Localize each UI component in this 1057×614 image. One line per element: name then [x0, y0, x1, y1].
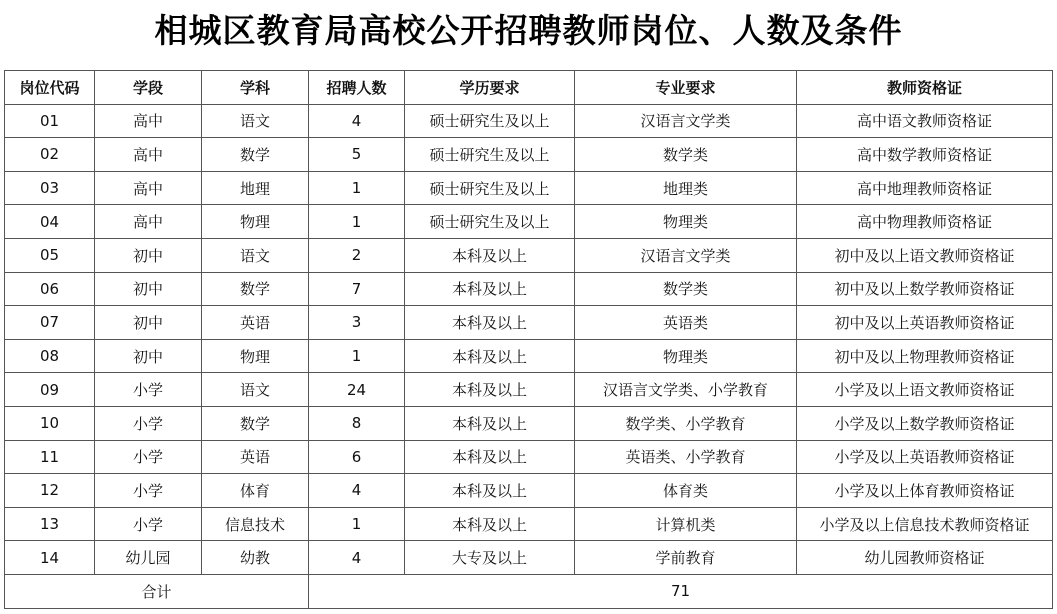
cell-stage: 小学	[95, 474, 202, 508]
cell-stage: 高中	[95, 171, 202, 205]
cell-count: 7	[309, 272, 405, 306]
table-row	[5, 440, 1053, 474]
cell-major: 体育类	[575, 474, 797, 508]
cell-stage: 小学	[95, 406, 202, 440]
table-row	[5, 339, 1053, 373]
table-row	[5, 373, 1053, 407]
cell-stage: 小学	[95, 373, 202, 407]
cell-count: 1	[309, 507, 405, 541]
table-total-row	[5, 574, 1053, 608]
cell-certificate: 高中地理教师资格证	[797, 171, 1053, 205]
cell-stage: 初中	[95, 238, 202, 272]
cell-subject: 语文	[202, 104, 309, 138]
table-row	[5, 541, 1053, 575]
cell-stage: 高中	[95, 104, 202, 138]
cell-count: 8	[309, 406, 405, 440]
table-row	[5, 272, 1053, 306]
cell-code: 03	[5, 171, 95, 205]
cell-code: 05	[5, 238, 95, 272]
cell-count: 2	[309, 238, 405, 272]
cell-code: 13	[5, 507, 95, 541]
cell-major: 汉语言文学类	[575, 104, 797, 138]
cell-certificate: 幼儿园教师资格证	[797, 541, 1053, 575]
cell-subject: 幼教	[202, 541, 309, 575]
cell-count: 4	[309, 104, 405, 138]
cell-major: 物理类	[575, 339, 797, 373]
cell-code: 12	[5, 474, 95, 508]
table-row	[5, 238, 1053, 272]
table-row	[5, 138, 1053, 172]
cell-count: 1	[309, 339, 405, 373]
table-row	[5, 306, 1053, 340]
cell-count: 6	[309, 440, 405, 474]
cell-code: 11	[5, 440, 95, 474]
cell-code: 04	[5, 205, 95, 239]
cell-education: 大专及以上	[405, 541, 575, 575]
cell-major: 学前教育	[575, 541, 797, 575]
cell-count: 5	[309, 138, 405, 172]
cell-certificate: 初中及以上语文教师资格证	[797, 238, 1053, 272]
cell-stage: 高中	[95, 205, 202, 239]
cell-certificate: 初中及以上英语教师资格证	[797, 306, 1053, 340]
cell-subject: 语文	[202, 373, 309, 407]
table-row	[5, 406, 1053, 440]
cell-code: 06	[5, 272, 95, 306]
page-title: 相城区教育局高校公开招聘教师岗位、人数及条件	[154, 11, 903, 50]
cell-subject: 数学	[202, 272, 309, 306]
cell-major: 计算机类	[575, 507, 797, 541]
cell-certificate: 小学及以上语文教师资格证	[797, 373, 1053, 407]
cell-certificate: 小学及以上体育教师资格证	[797, 474, 1053, 508]
header-stage: 学段	[95, 71, 202, 105]
cell-subject: 英语	[202, 306, 309, 340]
cell-certificate: 高中语文教师资格证	[797, 104, 1053, 138]
header-certificate: 教师资格证	[797, 71, 1053, 105]
cell-subject: 语文	[202, 238, 309, 272]
table-header-row	[5, 71, 1053, 105]
table-row	[5, 507, 1053, 541]
cell-certificate: 小学及以上信息技术教师资格证	[797, 507, 1053, 541]
header-education: 学历要求	[405, 71, 575, 105]
total-value: 71	[309, 574, 1053, 608]
cell-code: 08	[5, 339, 95, 373]
header-subject: 学科	[202, 71, 309, 105]
cell-stage: 高中	[95, 138, 202, 172]
cell-code: 10	[5, 406, 95, 440]
cell-stage: 初中	[95, 339, 202, 373]
cell-subject: 地理	[202, 171, 309, 205]
header-major: 专业要求	[575, 71, 797, 105]
table-row	[5, 474, 1053, 508]
cell-major: 物理类	[575, 205, 797, 239]
recruitment-table	[4, 70, 1053, 609]
header-count: 招聘人数	[309, 71, 405, 105]
cell-count: 24	[309, 373, 405, 407]
cell-education: 本科及以上	[405, 440, 575, 474]
cell-major: 汉语言文学类、小学教育	[575, 373, 797, 407]
cell-stage: 初中	[95, 306, 202, 340]
cell-education: 本科及以上	[405, 339, 575, 373]
cell-subject: 信息技术	[202, 507, 309, 541]
cell-education: 硕士研究生及以上	[405, 205, 575, 239]
cell-education: 本科及以上	[405, 373, 575, 407]
cell-stage: 小学	[95, 507, 202, 541]
cell-code: 09	[5, 373, 95, 407]
cell-stage: 初中	[95, 272, 202, 306]
cell-subject: 数学	[202, 138, 309, 172]
cell-education: 硕士研究生及以上	[405, 171, 575, 205]
cell-education: 本科及以上	[405, 306, 575, 340]
cell-certificate: 高中数学教师资格证	[797, 138, 1053, 172]
cell-code: 07	[5, 306, 95, 340]
cell-education: 本科及以上	[405, 272, 575, 306]
cell-certificate: 高中物理教师资格证	[797, 205, 1053, 239]
cell-count: 1	[309, 205, 405, 239]
cell-count: 1	[309, 171, 405, 205]
cell-education: 本科及以上	[405, 474, 575, 508]
cell-major: 英语类	[575, 306, 797, 340]
cell-education: 硕士研究生及以上	[405, 138, 575, 172]
table-row	[5, 104, 1053, 138]
cell-major: 数学类	[575, 138, 797, 172]
header-code: 岗位代码	[5, 71, 95, 105]
cell-subject: 体育	[202, 474, 309, 508]
cell-certificate: 初中及以上数学教师资格证	[797, 272, 1053, 306]
cell-subject: 物理	[202, 339, 309, 373]
cell-major: 地理类	[575, 171, 797, 205]
cell-education: 本科及以上	[405, 238, 575, 272]
cell-certificate: 小学及以上英语教师资格证	[797, 440, 1053, 474]
cell-count: 4	[309, 541, 405, 575]
cell-code: 01	[5, 104, 95, 138]
cell-stage: 幼儿园	[95, 541, 202, 575]
cell-education: 本科及以上	[405, 507, 575, 541]
cell-certificate: 小学及以上数学教师资格证	[797, 406, 1053, 440]
cell-major: 英语类、小学教育	[575, 440, 797, 474]
table-row	[5, 205, 1053, 239]
cell-education: 本科及以上	[405, 406, 575, 440]
cell-certificate: 初中及以上物理教师资格证	[797, 339, 1053, 373]
cell-subject: 英语	[202, 440, 309, 474]
cell-education: 硕士研究生及以上	[405, 104, 575, 138]
cell-code: 14	[5, 541, 95, 575]
cell-major: 汉语言文学类	[575, 238, 797, 272]
cell-count: 4	[309, 474, 405, 508]
cell-major: 数学类	[575, 272, 797, 306]
cell-subject: 数学	[202, 406, 309, 440]
total-label: 合计	[5, 574, 309, 608]
cell-code: 02	[5, 138, 95, 172]
cell-subject: 物理	[202, 205, 309, 239]
cell-count: 3	[309, 306, 405, 340]
table-row	[5, 171, 1053, 205]
cell-major: 数学类、小学教育	[575, 406, 797, 440]
cell-stage: 小学	[95, 440, 202, 474]
